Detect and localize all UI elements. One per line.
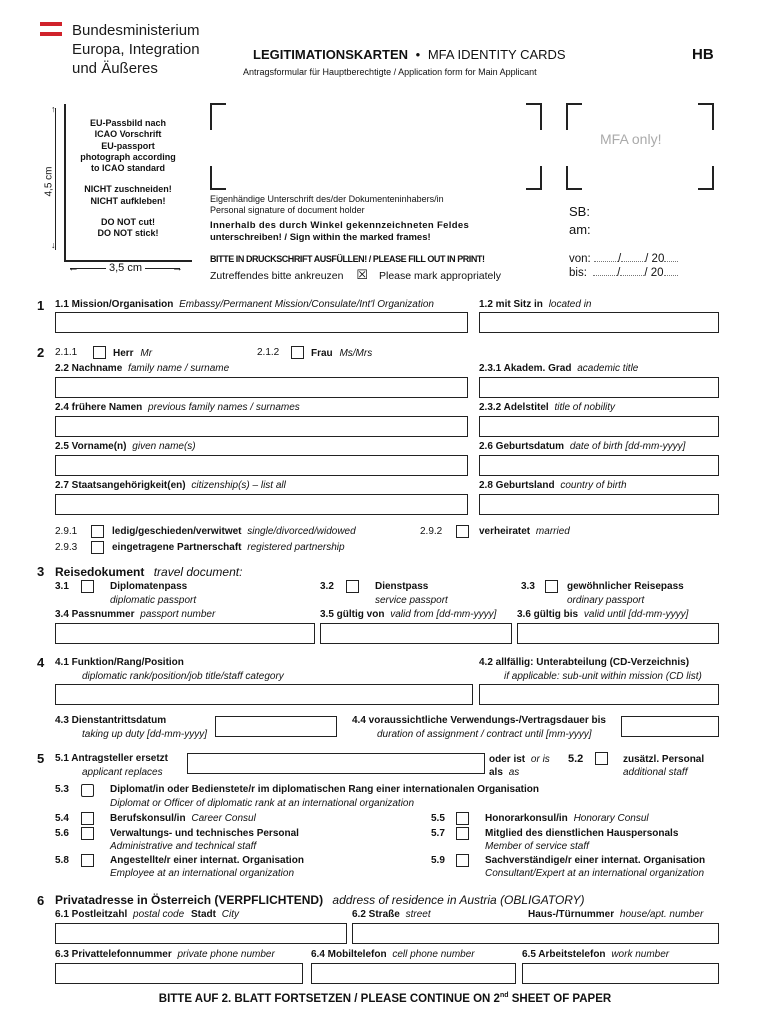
- field-1-1-en: Embassy/Permanent Mission/Consulate/Int'l Organization: [179, 299, 434, 310]
- tick-notice-en: Please mark appropriately: [378, 270, 501, 282]
- photo-line-1: EU-Passbild nach: [89, 118, 167, 128]
- field-6-4-en: cell phone number: [392, 949, 475, 960]
- crossed-box-icon: ☒: [356, 267, 369, 282]
- section-6-title-de: Privatadresse in Österreich (VERPFLICHTEND): [55, 893, 324, 907]
- logo-line-2: Europa, Integration: [72, 41, 200, 58]
- field-2-9-1-en: single/divorced/widowed: [247, 526, 356, 537]
- form-subtitle: Antragsformular für Hauptberechtigte / Application form for Main Applicant: [243, 67, 537, 77]
- field-3-1-en: diplomatic passport: [110, 595, 197, 606]
- field-3-2-de: Dienstpass: [375, 581, 429, 592]
- academic-title-input[interactable]: [479, 377, 719, 398]
- signature-label: [210, 194, 444, 216]
- field-6-3-en: private phone number: [177, 949, 275, 960]
- field-2-3-2-label: [479, 402, 615, 413]
- continue-notice: [0, 992, 770, 1005]
- field-2-6-label: [479, 441, 685, 452]
- tick-notice: [210, 267, 501, 283]
- field-5-7-num: 5.7: [431, 828, 445, 839]
- form-title-de: LEGITIMATIONSKARTEN: [253, 47, 409, 62]
- field-5-4-en: Career Consul: [191, 813, 256, 824]
- field-3-6-en: valid until [dd-mm-yyyy]: [583, 609, 689, 620]
- austrian-flag-icon: [40, 22, 62, 38]
- frau-checkbox[interactable]: [291, 346, 304, 359]
- field-2-1-2-num: 2.1.2: [257, 347, 280, 358]
- field-2-4-en: previous family names / surnames: [148, 402, 300, 413]
- section-6-title: [55, 893, 585, 907]
- field-5-5-de: Honorarkonsul/in: [485, 813, 568, 824]
- field-4-1-en: diplomatic rank/position/job title/staff category: [82, 671, 284, 682]
- print-notice: BITTE IN DRUCKSCHRIFT AUSFÜLLEN! / PLEASE FILL OUT IN PRINT!: [210, 254, 485, 264]
- diplomat-io-checkbox[interactable]: [81, 784, 94, 797]
- field-2-3-2-en: title of nobility: [554, 402, 616, 413]
- house-number-label: [528, 909, 703, 920]
- logo-line-1: Bundesministerium: [72, 22, 200, 39]
- field-1-2-label: [479, 299, 592, 310]
- field-6-5-de: 6.5 Arbeitstelefon: [522, 949, 606, 960]
- surname-input[interactable]: [55, 377, 468, 398]
- service-passport-checkbox[interactable]: [346, 580, 359, 593]
- photo-warn-2: NICHT aufkleben!: [90, 195, 166, 206]
- form-code: HB: [692, 46, 714, 63]
- als-en: as: [508, 767, 520, 778]
- previous-names-input[interactable]: [55, 416, 468, 437]
- field-5-2-de: zusätzl. Personal: [623, 754, 705, 765]
- field-2-9-2-de: verheiratet: [479, 526, 531, 537]
- bis-slash: /: [617, 267, 621, 279]
- form-title-en: MFA IDENTITY CARDS: [427, 47, 566, 62]
- field-2-8-en: country of birth: [560, 480, 627, 491]
- field-5-3-num: 5.3: [55, 784, 69, 795]
- continue-notice-end: SHEET OF PAPER: [508, 992, 612, 1005]
- passport-number-input[interactable]: [55, 623, 315, 644]
- street-house-input[interactable]: [352, 923, 719, 944]
- field-city-de: Stadt: [190, 909, 216, 920]
- field-3-2-num: 3.2: [320, 581, 334, 592]
- sub-unit-input[interactable]: [479, 684, 719, 705]
- replaces-input[interactable]: [187, 753, 485, 774]
- field-6-2-en: street: [405, 909, 431, 920]
- herr-en: Mr: [140, 348, 153, 359]
- field-5-4-num: 5.4: [55, 813, 69, 824]
- field-2-7-de: 2.7 Staatsangehörigkeit(en): [55, 480, 186, 491]
- additional-staff-checkbox[interactable]: [595, 752, 608, 765]
- section-6-title-en: address of residence in Austria (OBLIGATORY): [332, 893, 585, 907]
- von-slash: /: [617, 253, 622, 265]
- field-5-9-num: 5.9: [431, 855, 445, 866]
- photo-width-label: 3,5 cm: [106, 262, 145, 274]
- located-in-input[interactable]: [479, 312, 719, 333]
- diplomatic-passport-checkbox[interactable]: [81, 580, 94, 593]
- photo-warn-4: DO NOT stick!: [97, 228, 159, 239]
- house-number-en: house/apt. number: [619, 909, 704, 920]
- field-6-1-en: postal code: [133, 909, 185, 920]
- field-2-9-3-label: [112, 542, 345, 553]
- field-2-4-de: 2.4 frühere Namen: [55, 402, 143, 413]
- field-2-9-2-en: married: [535, 526, 570, 537]
- married-checkbox[interactable]: [456, 525, 469, 538]
- photo-line-5: to ICAO standard: [90, 163, 165, 174]
- field-5-6-de: Verwaltungs- und technisches Personal: [110, 828, 299, 839]
- als-de: als: [489, 767, 503, 778]
- signature-instructions: [210, 220, 469, 244]
- field-6-5-en: work number: [611, 949, 670, 960]
- work-phone-input[interactable]: [522, 963, 719, 984]
- postal-code-city-input[interactable]: [55, 923, 347, 944]
- field-2-9-2-label: [479, 526, 570, 537]
- field-1-2-de: 1.2 mit Sitz in: [479, 299, 543, 310]
- logo-line-3: und Äußeres: [72, 60, 158, 77]
- field-2-7-label: [55, 480, 286, 491]
- field-2-6-de: 2.6 Geburtsdatum: [479, 441, 565, 452]
- title-bullet: •: [415, 47, 421, 62]
- photo-warn-3: DO NOT cut!: [101, 217, 155, 228]
- section-3-title-de: Reisedokument: [55, 565, 145, 579]
- field-1-1-label: [55, 299, 434, 310]
- field-3-3-en: ordinary passport: [567, 595, 645, 606]
- valid-until-input[interactable]: [517, 623, 719, 644]
- field-1-1-de: 1.1 Mission/Organisation: [55, 299, 174, 310]
- als-label: [489, 767, 519, 778]
- signature-label-de: Eigenhändige Unterschrift des/der Dokumenteninhabers/in: [210, 194, 444, 204]
- field-2-9-1-de: ledig/geschieden/verwitwet: [112, 526, 242, 537]
- field-3-5-label: [320, 609, 496, 620]
- field-5-5-num: 5.5: [431, 813, 445, 824]
- field-5-9-en: Consultant/Expert at an international organization: [485, 868, 705, 879]
- photo-line-4: photograph according: [80, 151, 176, 162]
- field-2-2-label: [55, 363, 229, 374]
- field-2-5-de: 2.5 Vorname(n): [55, 441, 127, 452]
- field-5-3-de: Diplomat/in oder Bedienstete/r im diplomatischen Rang einer internationalen Organisation: [110, 784, 539, 795]
- field-3-1-de: Diplomatenpass: [110, 581, 188, 592]
- section-1-number: 1: [37, 298, 45, 313]
- field-2-5-label: [55, 441, 196, 452]
- given-names-input[interactable]: [55, 455, 468, 476]
- field-3-3-de: gewöhnlicher Reisepass: [567, 581, 684, 592]
- field-3-3-num: 3.3: [521, 581, 535, 592]
- frau-en: Ms/Mrs: [339, 348, 373, 359]
- single-checkbox[interactable]: [91, 525, 104, 538]
- field-2-7-en: citizenship(s) – list all: [191, 480, 286, 491]
- field-3-5-en: valid from [dd-mm-yyyy]: [390, 609, 497, 620]
- country-of-birth-input[interactable]: [479, 494, 719, 515]
- am-label: am:: [569, 222, 591, 237]
- field-2-3-1-en: academic title: [577, 363, 639, 374]
- field-2-9-1-num: 2.9.1: [55, 526, 78, 537]
- field-2-4-label: [55, 402, 300, 413]
- signature-label-en: Personal signature of document holder: [210, 205, 365, 215]
- arrow-down-icon: ↓: [51, 240, 56, 250]
- field-4-4-de: 4.4 voraussichtliche Verwendungs-/Vertragsdauer bis: [352, 715, 606, 726]
- field-5-8-num: 5.8: [55, 855, 69, 866]
- von-label: von:: [569, 253, 591, 265]
- oder-ist-en: or is: [530, 754, 550, 765]
- section-4-number: 4: [37, 655, 45, 670]
- field-5-2-num: 5.2: [568, 753, 584, 765]
- field-5-7-de: Mitglied des dienstlichen Hauspersonals: [485, 828, 679, 839]
- field-5-8-en: Employee at an international organization: [110, 868, 295, 879]
- section-3-title: [55, 565, 242, 579]
- herr-label: [113, 348, 152, 359]
- signature-instr-1: Innerhalb des durch Winkel gekennzeichneten Feldes: [210, 220, 470, 231]
- photo-warn-1: NICHT zuschneiden!: [84, 184, 172, 195]
- photo-line-2: ICAO Vorschrift: [94, 129, 162, 140]
- continue-notice-start: BITTE AUF 2. BLATT FORTSETZEN / PLEASE CONTINUE ON 2: [158, 992, 500, 1005]
- field-1-2-en: located in: [548, 299, 592, 310]
- field-2-6-en: date of birth [dd-mm-yyyy]: [569, 441, 686, 452]
- field-5-1-de: 5.1 Antragsteller ersetzt: [55, 753, 169, 764]
- photo-line-3: EU-passport: [101, 140, 155, 151]
- field-2-8-label: [479, 480, 627, 491]
- bis-year: / 20: [644, 267, 664, 279]
- field-3-5-de: 3.5 gültig von: [320, 609, 385, 620]
- citizenship-input[interactable]: [55, 494, 468, 515]
- field-3-4-de: 3.4 Passnummer: [55, 609, 135, 620]
- von-year: / 20: [645, 253, 665, 265]
- ordinary-passport-checkbox[interactable]: [545, 580, 558, 593]
- field-5-5-label: [485, 813, 649, 824]
- function-rank-input[interactable]: [55, 684, 473, 705]
- field-5-3-en: Diplomat or Officer of diplomatic rank at an international organization: [110, 798, 415, 809]
- mfa-only-label: MFA only!: [600, 131, 662, 147]
- mobile-phone-input[interactable]: [311, 963, 516, 984]
- field-5-2-en: additional staff: [623, 767, 688, 778]
- mission-input[interactable]: [55, 312, 468, 333]
- herr-de: Herr: [113, 348, 134, 359]
- service-staff-checkbox[interactable]: [456, 827, 469, 840]
- field-6-5-label: [522, 949, 669, 960]
- field-4-2-en: if applicable: sub-unit within mission (CD list): [504, 671, 702, 682]
- field-6-2-label: [352, 909, 431, 920]
- field-2-3-1-label: [479, 363, 638, 374]
- private-phone-input[interactable]: [55, 963, 303, 984]
- herr-checkbox[interactable]: [93, 346, 106, 359]
- field-3-6-de: 3.6 gültig bis: [517, 609, 579, 620]
- section-3-number: 3: [37, 564, 45, 579]
- field-2-1-1-num: 2.1.1: [55, 347, 78, 358]
- field-city-en: City: [221, 909, 239, 920]
- field-5-1-en: applicant replaces: [82, 767, 163, 778]
- section-3-title-en: travel document:: [153, 565, 243, 579]
- field-2-3-1-de: 2.3.1 Akadem. Grad: [479, 363, 572, 374]
- field-2-9-3-de: eingetragene Partnerschaft: [112, 542, 242, 553]
- arrow-right-icon: →: [172, 262, 183, 274]
- field-5-6-en: Administrative and technical staff: [110, 841, 257, 852]
- duty-start-input[interactable]: [215, 716, 337, 737]
- field-5-8-de: Angestellte/r einer internat. Organisation: [110, 855, 304, 866]
- field-2-2-de: 2.2 Nachname: [55, 363, 123, 374]
- field-5-9-de: Sachverständige/r einer internat. Organisation: [485, 855, 706, 866]
- field-4-3-de: 4.3 Dienstantrittsdatum: [55, 715, 167, 726]
- birth-date-input[interactable]: [479, 455, 719, 476]
- nobility-title-input[interactable]: [479, 416, 719, 437]
- field-5-4-label: [110, 813, 256, 824]
- honorary-consul-checkbox[interactable]: [456, 812, 469, 825]
- section-5-number: 5: [37, 751, 45, 766]
- field-2-9-3-num: 2.9.3: [55, 542, 78, 553]
- continue-notice-sup: nd: [499, 992, 509, 999]
- section-2-number: 2: [37, 345, 45, 360]
- field-6-1-label: [55, 909, 239, 920]
- arrow-left-icon: ←: [68, 262, 79, 274]
- arrow-up-icon: ↑: [51, 104, 56, 114]
- field-2-2-en: family name / surname: [128, 363, 230, 374]
- career-consul-checkbox[interactable]: [81, 812, 94, 825]
- field-6-2-de: 6.2 Straße: [352, 909, 400, 920]
- field-3-4-en: passport number: [140, 609, 216, 620]
- field-2-8-de: 2.8 Geburtsland: [479, 480, 555, 491]
- field-5-6-num: 5.6: [55, 828, 69, 839]
- signature-instr-2: unterschreiben! / Sign within the marked frames!: [210, 232, 431, 243]
- sb-label: SB:: [569, 204, 590, 219]
- field-2-9-3-en: registered partnership: [247, 542, 345, 553]
- field-2-9-2-num: 2.9.2: [420, 526, 443, 537]
- field-3-2-en: service passport: [375, 595, 448, 606]
- photo-instructions: [70, 118, 186, 240]
- field-4-3-en: taking up duty [dd-mm-yyyy]: [82, 729, 208, 740]
- partnership-checkbox[interactable]: [91, 541, 104, 554]
- field-3-6-label: [517, 609, 688, 620]
- field-6-4-de: 6.4 Mobiltelefon: [311, 949, 387, 960]
- photo-height-label: 4,5 cm: [43, 166, 55, 197]
- field-5-5-en: Honorary Consul: [573, 813, 649, 824]
- field-3-1-num: 3.1: [55, 581, 69, 592]
- field-2-3-2-de: 2.3.2 Adelstitel: [479, 402, 549, 413]
- field-6-3-label: [55, 949, 275, 960]
- field-6-1-de: 6.1 Postleitzahl: [55, 909, 128, 920]
- frau-label: [311, 348, 372, 359]
- assignment-end-input[interactable]: [621, 716, 719, 737]
- field-3-4-label: [55, 609, 215, 620]
- section-6-number: 6: [37, 893, 45, 908]
- oder-ist-de: oder ist: [489, 754, 526, 765]
- field-4-1-de: 4.1 Funktion/Rang/Position: [55, 657, 184, 668]
- field-5-4-de: Berufskonsul/in: [110, 813, 186, 824]
- form-title: [253, 47, 566, 62]
- field-4-2-de: 4.2 allfällig: Unterabteilung (CD-Verzeichnis): [479, 657, 690, 668]
- oder-ist-label: [489, 754, 550, 765]
- admin-staff-checkbox[interactable]: [81, 827, 94, 840]
- io-employee-checkbox[interactable]: [81, 854, 94, 867]
- io-consultant-checkbox[interactable]: [456, 854, 469, 867]
- valid-from-row: [569, 253, 678, 265]
- field-6-3-de: 6.3 Privattelefonnummer: [55, 949, 172, 960]
- field-5-7-en: Member of service staff: [485, 841, 589, 852]
- valid-from-input[interactable]: [320, 623, 512, 644]
- bis-label: bis:: [569, 267, 587, 279]
- field-2-5-en: given name(s): [132, 441, 196, 452]
- tick-notice-de: Zutreffendes bitte ankreuzen: [210, 270, 344, 282]
- frau-de: Frau: [311, 348, 333, 359]
- field-6-4-label: [311, 949, 475, 960]
- field-4-4-en: duration of assignment / contract until [mm-yyyy]: [377, 729, 592, 740]
- field-2-9-1-label: [112, 526, 356, 537]
- valid-until-row: [569, 267, 678, 279]
- house-number-de: Haus-/Türnummer: [528, 909, 615, 920]
